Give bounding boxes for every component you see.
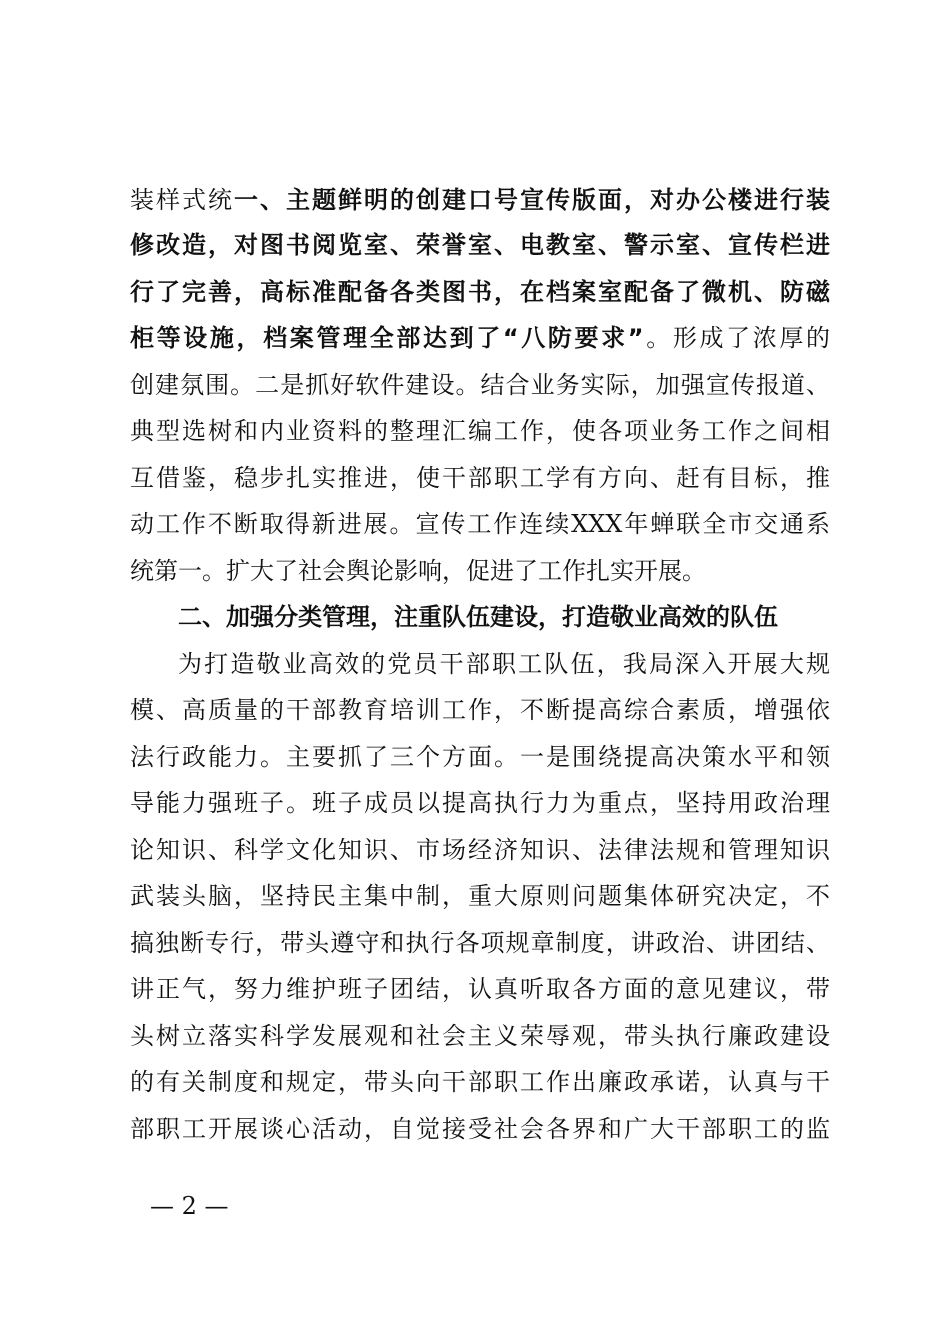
paragraph-line: 行了完善，高标准配备各类图书，在档案室配备了微机、防磁 (130, 278, 830, 306)
paragraph-line: 互借鉴，稳步扎实推进，使干部职工学有方向、赶有目标，推 (130, 464, 830, 492)
section-heading: 二、加强分类管理，注重队伍建设，打造敬业高效的队伍 (178, 603, 778, 631)
paragraph-line: 创建氛围。二是抓好软件建设。结合业务实际，加强宣传报道、 (130, 371, 830, 399)
paragraph-line: 武装头脑，坚持民主集中制，重大原则问题集体研究决定，不 (130, 882, 830, 910)
paragraph-line: 法行政能力。主要抓了三个方面。一是围绕提高决策水平和领 (130, 743, 830, 771)
paragraph-line: 典型选树和内业资料的整理汇编工作，使各项业务工作之间相 (130, 417, 830, 445)
paragraph-line: 的有关制度和规定，带头向干部职工作出廉政承诺，认真与干 (130, 1068, 830, 1096)
paragraph-line: 讲正气，努力维护班子团结，认真听取各方面的意见建议，带 (130, 975, 830, 1003)
bold-text: 柜等设施，档案管理全部达到了“八防要求” (130, 324, 644, 352)
page-number: — 2 — (150, 1192, 229, 1220)
paragraph-line: 头树立落实科学发展观和社会主义荣辱观，带头执行廉政建设 (130, 1022, 830, 1050)
plain-text: 装样式统 (130, 186, 234, 214)
paragraph-line: 修改造，对图书阅览室、荣誉室、电教室、警示室、宣传栏进 (130, 231, 830, 259)
paragraph-line: 为打造敬业高效的党员干部职工队伍，我局深入开展大规 (178, 650, 830, 678)
paragraph-line (130, 316, 830, 360)
paragraph-line: 导能力强班子。班子成员以提高执行力为重点，坚持用政治理 (130, 789, 830, 817)
bold-text: 一、主题鲜明的创建口号宣传版面，对办公楼进行装 (234, 186, 830, 214)
paragraph-line: 搞独断专行，带头遵守和执行各项规章制度，讲政治、讲团结、 (130, 929, 830, 957)
paragraph-line: 统第一。扩大了社会舆论影响，促进了工作扎实开展。 (130, 557, 706, 585)
paragraph-line: 论知识、科学文化知识、市场经济知识、法律法规和管理知识 (130, 836, 830, 864)
paragraph-line: 动工作不断取得新进展。宣传工作连续XXX年蝉联全市交通系 (130, 510, 830, 538)
paragraph-line: 部职工开展谈心活动，自觉接受社会各界和广大干部职工的监 (130, 1115, 830, 1143)
paragraph-line (130, 178, 830, 222)
paragraph-line: 模、高质量的干部教育培训工作，不断提高综合素质，增强依 (130, 696, 830, 724)
plain-text: 。形成了浓厚的 (643, 324, 830, 352)
